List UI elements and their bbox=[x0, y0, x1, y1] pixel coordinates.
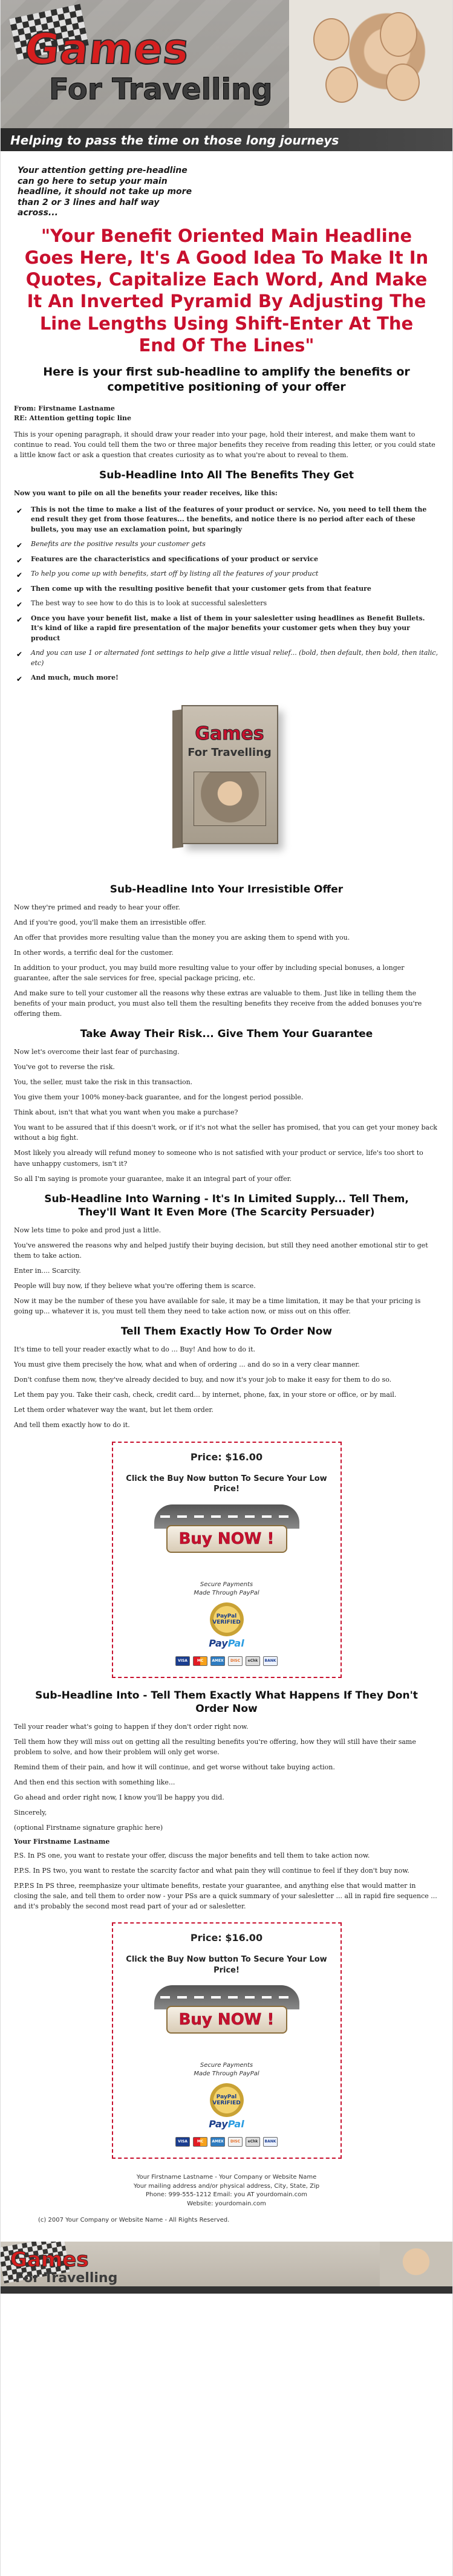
offer-paragraph: In addition to your product, you may build more resulting value to your offer by including special bonuses, a longer guarantee, after the sale services for free, special package pricing, etc. bbox=[14, 963, 405, 982]
paypal-logo-b: Pal bbox=[227, 1637, 244, 1649]
echeck-icon: eChk bbox=[246, 1656, 260, 1666]
dont-order-heading: Sub-Headline Into - Tell Them Exactly What Happens If They Don't Order Now bbox=[35, 1689, 418, 1715]
family-photo bbox=[380, 2242, 452, 2286]
paypal-seal-icon: PayPal VERIFIED bbox=[210, 2083, 244, 2117]
order-box bbox=[112, 1922, 342, 2159]
face-icon bbox=[386, 63, 420, 101]
scarcity-paragraph: Now it may be the number of these you have available for sale, it may be a time limitation, it may be that your pricing is going up... whatever it is, you must tell them they need to take action now, or miss out on this offer. bbox=[14, 1297, 421, 1316]
header-banner bbox=[1, 0, 452, 151]
list-item: ✔ Features are the characteristics and specifications of your product or service bbox=[14, 555, 439, 565]
offer-paragraph: In other words, a terrific deal for the customer. bbox=[14, 948, 174, 957]
payment-cards bbox=[125, 2137, 328, 2147]
guarantee-paragraph: You've got to reverse the risk. bbox=[14, 1063, 115, 1072]
order-paragraph: Let them order whatever way the want, but let them order. bbox=[14, 1406, 213, 1414]
checkmark-icon bbox=[16, 599, 25, 608]
secure-line2: Made Through PayPal bbox=[194, 1589, 259, 1596]
closing-paragraph: Remind them of their pain, and how it will continue, and get worse without take buying action. bbox=[14, 1763, 335, 1771]
checkmark-icon bbox=[16, 555, 25, 564]
scarcity-paragraph: Now lets time to poke and prod just a little. bbox=[14, 1226, 161, 1234]
list-item: ✔ To help you come up with benefits, start off by listing all the features of your product bbox=[14, 569, 439, 579]
paypal-seal-icon: PayPal VERIFIED bbox=[210, 1602, 244, 1636]
face-icon bbox=[380, 12, 417, 57]
book-title-line1: Games bbox=[195, 723, 264, 744]
ebook-cover bbox=[169, 699, 284, 856]
footer-line2: Your mailing address and/or physical address, City, State, Zip bbox=[133, 2182, 320, 2190]
closing-paragraph: And then end this section with something like... bbox=[14, 1778, 175, 1786]
order-paragraph: It's time to tell your reader exactly what to do ... Buy! And how to do it. bbox=[14, 1345, 255, 1354]
buy-now-label: Buy NOW ! bbox=[166, 1525, 287, 1553]
header-title-line2: For Travelling bbox=[49, 73, 273, 106]
closing-paragraph: Sincerely, bbox=[14, 1809, 47, 1817]
family-photo bbox=[289, 0, 452, 128]
price-label: Price: $16.00 bbox=[190, 1932, 263, 1944]
list-item: ✔ Benefits are the positive results your customer gets bbox=[14, 539, 439, 550]
scarcity-paragraph: You've answered the reasons why and helped justify their buying decision, but still they need another emotional stir to get them to take action. bbox=[14, 1241, 428, 1260]
secure-payments-note bbox=[125, 2061, 328, 2078]
paypal-logo bbox=[194, 1638, 260, 1649]
benefits-list bbox=[14, 505, 439, 683]
order-cta-text: Click the Buy Now button To Secure Your Low Price! bbox=[126, 1955, 327, 1975]
order-paragraph: Let them pay you. Take their cash, check, credit card... by internet, phone, fax, in your store or office, or by mail. bbox=[14, 1391, 397, 1399]
secure-line1: Secure Payments bbox=[200, 2062, 253, 2069]
closing-paragraph: Tell them how they will miss out on getting all the resulting benefits you're offering, how they will still have their same problem to solve, and how their problem will only get worse. bbox=[14, 1737, 416, 1756]
echeck-icon: eChk bbox=[246, 2137, 260, 2147]
paypal-logo bbox=[194, 2118, 260, 2130]
checkmark-icon bbox=[16, 649, 25, 657]
discover-card-icon: DISC bbox=[228, 2137, 243, 2147]
offer-paragraph: An offer that provides more resulting value than the money you are asking them to spend with you. bbox=[14, 933, 350, 942]
amex-card-icon: AMEX bbox=[210, 2137, 225, 2147]
guarantee-paragraph: You want to be assured that if this doesn't work, or if it's not what the seller has promised, that you can get your money back without a big fight. bbox=[14, 1124, 437, 1142]
guarantee-paragraph: So all I'm saying is promote your guarantee, make it an integral part of your offer. bbox=[14, 1174, 292, 1183]
benefits-lead: Now you want to pile on all the benefits your reader receives, like this: bbox=[14, 489, 278, 498]
secure-payments-note bbox=[125, 1581, 328, 1598]
list-item: ✔ The best way to see how to do this is to look at successful salesletters bbox=[14, 599, 439, 609]
secure-line1: Secure Payments bbox=[200, 1581, 253, 1588]
guarantee-paragraph: You, the seller, must take the risk in this transaction. bbox=[14, 1078, 193, 1087]
main-content bbox=[1, 151, 452, 2223]
offer-heading: Sub-Headline Into Your Irresistible Offer bbox=[109, 883, 344, 896]
footer-website[interactable]: Website: yourdomain.com bbox=[187, 2200, 266, 2207]
copyright-notice: (c) 2007 Your Company or Website Name - All Rights Reserved. bbox=[38, 2217, 230, 2224]
footer-line3: Phone: 999-555-1212 Email: you AT yourdomain.com bbox=[145, 2191, 308, 2199]
payment-cards bbox=[125, 1656, 328, 1666]
list-item: ✔ This is not the time to make a list of the features of your product or service. No, you need to tell them the end result they get from those features... the benefits, and notice there is no period after each of these bullets, you may use an exclamation point, but sparingly bbox=[14, 505, 439, 535]
buy-now-button[interactable] bbox=[154, 1504, 299, 1559]
list-item: ✔ Then come up with the resulting positive benefit that your customer gets from that feature bbox=[14, 584, 439, 594]
paypal-logo-b: Pal bbox=[227, 2118, 244, 2130]
book-cover-photo bbox=[194, 772, 266, 826]
checkmark-icon bbox=[16, 570, 25, 578]
offer-paragraph: And if you're good, you'll make them an irresistible offer. bbox=[14, 918, 206, 926]
signature-name: Your Firstname Lastname bbox=[14, 1838, 110, 1846]
face-icon bbox=[325, 67, 358, 103]
product-image bbox=[14, 699, 439, 859]
list-item: ✔ And you can use 1 or alternated font settings to help give a little visual relief... (bold, then default, then bold, then italic, etc) bbox=[14, 648, 439, 668]
opening-paragraph: This is your opening paragraph, it should draw your reader into your page, hold their interest, and make them want to continue to read. You could tell them the two or three major benefits they receive from reading this letter, or you could state a little know fact or ask a question that creates curiosity as to what you're about to reveal to them. bbox=[14, 431, 435, 460]
mastercard-icon: MC bbox=[193, 1656, 207, 1666]
footer-title-line2: For Travelling bbox=[15, 2271, 118, 2286]
order-box bbox=[112, 1442, 342, 1678]
checkmark-icon bbox=[16, 674, 25, 682]
ps-paragraph: P.S. In PS one, you want to restate your offer, discuss the major benefits and tell them to take action now. bbox=[14, 1852, 370, 1860]
guarantee-paragraph: You give them your 100% money-back guarantee, and for the longest period possible. bbox=[14, 1093, 304, 1102]
from-block bbox=[14, 404, 439, 423]
guarantee-paragraph: Most likely you already will refund money to someone who is not satisfied with your product or service, life's too short to have unhappy customers, isn't it? bbox=[14, 1149, 423, 1168]
ps-paragraph: P.P.P.S In PS three, reemphasize your ultimate benefits, restate your guarantee, and anything else that would matter in closing the sale, and tell them to order now - your PSs are a quick summary of your salesletter ... all in rapid fire sequence ... and it's probably the second most read part of your ad or salesletter. bbox=[14, 1882, 437, 1911]
amex-card-icon: AMEX bbox=[210, 1656, 225, 1666]
buy-now-button[interactable] bbox=[154, 1985, 299, 2040]
discover-card-icon: DISC bbox=[228, 1656, 243, 1666]
list-item: ✔ And much, much more! bbox=[14, 673, 439, 683]
from-line: From: Firstname Lastname bbox=[14, 405, 115, 413]
guarantee-heading: Take Away Their Risk... Give Them Your Guarantee bbox=[80, 1028, 373, 1041]
closing-paragraph: Go ahead and order right now, I know you'll be happy you did. bbox=[14, 1794, 224, 1802]
pre-headline: Your attention getting pre-headline can go here to setup your main headline, it should not take up more than 2 or 3 lines and half way across... bbox=[18, 166, 192, 218]
ps-paragraph: P.P.S. In PS two, you want to restate the scarcity factor and what pain they will continue to feel if they don't buy now. bbox=[14, 1867, 409, 1875]
order-paragraph: And tell them exactly how to do it. bbox=[14, 1421, 130, 1429]
re-line: RE: Attention getting topic line bbox=[14, 414, 132, 423]
benefits-heading: Sub-Headline Into All The Benefits They Get bbox=[99, 469, 354, 482]
secure-line2: Made Through PayPal bbox=[194, 2070, 259, 2078]
footer-banner bbox=[1, 2242, 452, 2294]
guarantee-paragraph: Now let's overcome their last fear of purchasing. bbox=[14, 1048, 180, 1056]
header-title-line1: Games bbox=[22, 24, 192, 74]
header-tagline: Helping to pass the time on those long journeys bbox=[10, 133, 339, 148]
price-label: Price: $16.00 bbox=[190, 1451, 263, 1463]
contact-info bbox=[14, 2173, 439, 2208]
paypal-verified-badge bbox=[194, 1602, 260, 1649]
scarcity-heading: Sub-Headline Into Warning - It's In Limited Supply... Tell Them, They'll Want It Even More (The Scarcity Persuader) bbox=[44, 1192, 409, 1218]
visa-card-icon: VISA bbox=[175, 2137, 190, 2147]
footer-line1: Your Firstname Lastname - Your Company or Website Name bbox=[136, 2174, 317, 2181]
list-item: ✔ Once you have your benefit list, make a list of them in your salesletter using headlines as Benefit Bullets. It's kind of like a rapid fire presentation of the major benefits your customer gets when they buy your product bbox=[14, 614, 439, 644]
order-cta-text: Click the Buy Now button To Secure Your Low Price! bbox=[126, 1474, 327, 1494]
scarcity-paragraph: People will buy now, if they believe what you're offering them is scarce. bbox=[14, 1281, 256, 1290]
main-headline: "Your Benefit Oriented Main Headline Goes Here, It's A Good Idea To Make It In Quotes, Capitalize Each Word, And Make It An Inverted Pyramid By Adjusting The Line Lengths Using Shift-Enter At The End Of The Lines" bbox=[24, 225, 429, 356]
paypal-verified-badge bbox=[194, 2083, 260, 2130]
order-paragraph: Don't confuse them now, they've already decided to buy, and now it's your job to make it easy for them to do so. bbox=[14, 1376, 392, 1384]
book-title-line2: For Travelling bbox=[187, 746, 272, 759]
paypal-logo-a: Pay bbox=[209, 2118, 228, 2130]
checkmark-icon bbox=[16, 506, 25, 514]
closing-paragraph: Tell your reader what's going to happen if they don't order right now. bbox=[14, 1722, 249, 1731]
guarantee-paragraph: Think about, isn't that what you want when you make a purchase? bbox=[14, 1108, 238, 1117]
visa-card-icon: VISA bbox=[175, 1656, 190, 1666]
bank-icon: BANK bbox=[263, 1656, 278, 1666]
closing-paragraph: (optional Firstname signature graphic here) bbox=[14, 1824, 163, 1832]
scarcity-paragraph: Enter in.... Scarcity. bbox=[14, 1266, 81, 1275]
buy-now-label: Buy NOW ! bbox=[166, 2006, 287, 2034]
face-icon bbox=[313, 18, 350, 60]
checkmark-icon bbox=[16, 614, 25, 623]
offer-paragraph: Now they're primed and ready to hear your offer. bbox=[14, 903, 180, 911]
order-paragraph: You must give them precisely the how, what and when of ordering ... and do so in a very clear manner. bbox=[14, 1361, 360, 1369]
bank-icon: BANK bbox=[263, 2137, 278, 2147]
how-to-order-heading: Tell Them Exactly How To Order Now bbox=[120, 1325, 333, 1338]
paypal-logo-a: Pay bbox=[209, 1637, 228, 1649]
footer-title-line1: Games bbox=[10, 2248, 89, 2272]
first-subheadline: Here is your first sub-headline to amplify the benefits or competitive positioning of your offer bbox=[43, 365, 410, 394]
checkmark-icon bbox=[16, 585, 25, 593]
checkmark-icon bbox=[16, 540, 25, 548]
offer-paragraph: And make sure to tell your customer all the reasons why these extras are valuable to them. Just like in telling them the benefits of your main product, you must also tell them the resulting benefits they receive from the added bonuses you're offering them. bbox=[14, 989, 422, 1018]
footer-bar bbox=[1, 2286, 452, 2294]
mastercard-icon: MC bbox=[193, 2137, 207, 2147]
